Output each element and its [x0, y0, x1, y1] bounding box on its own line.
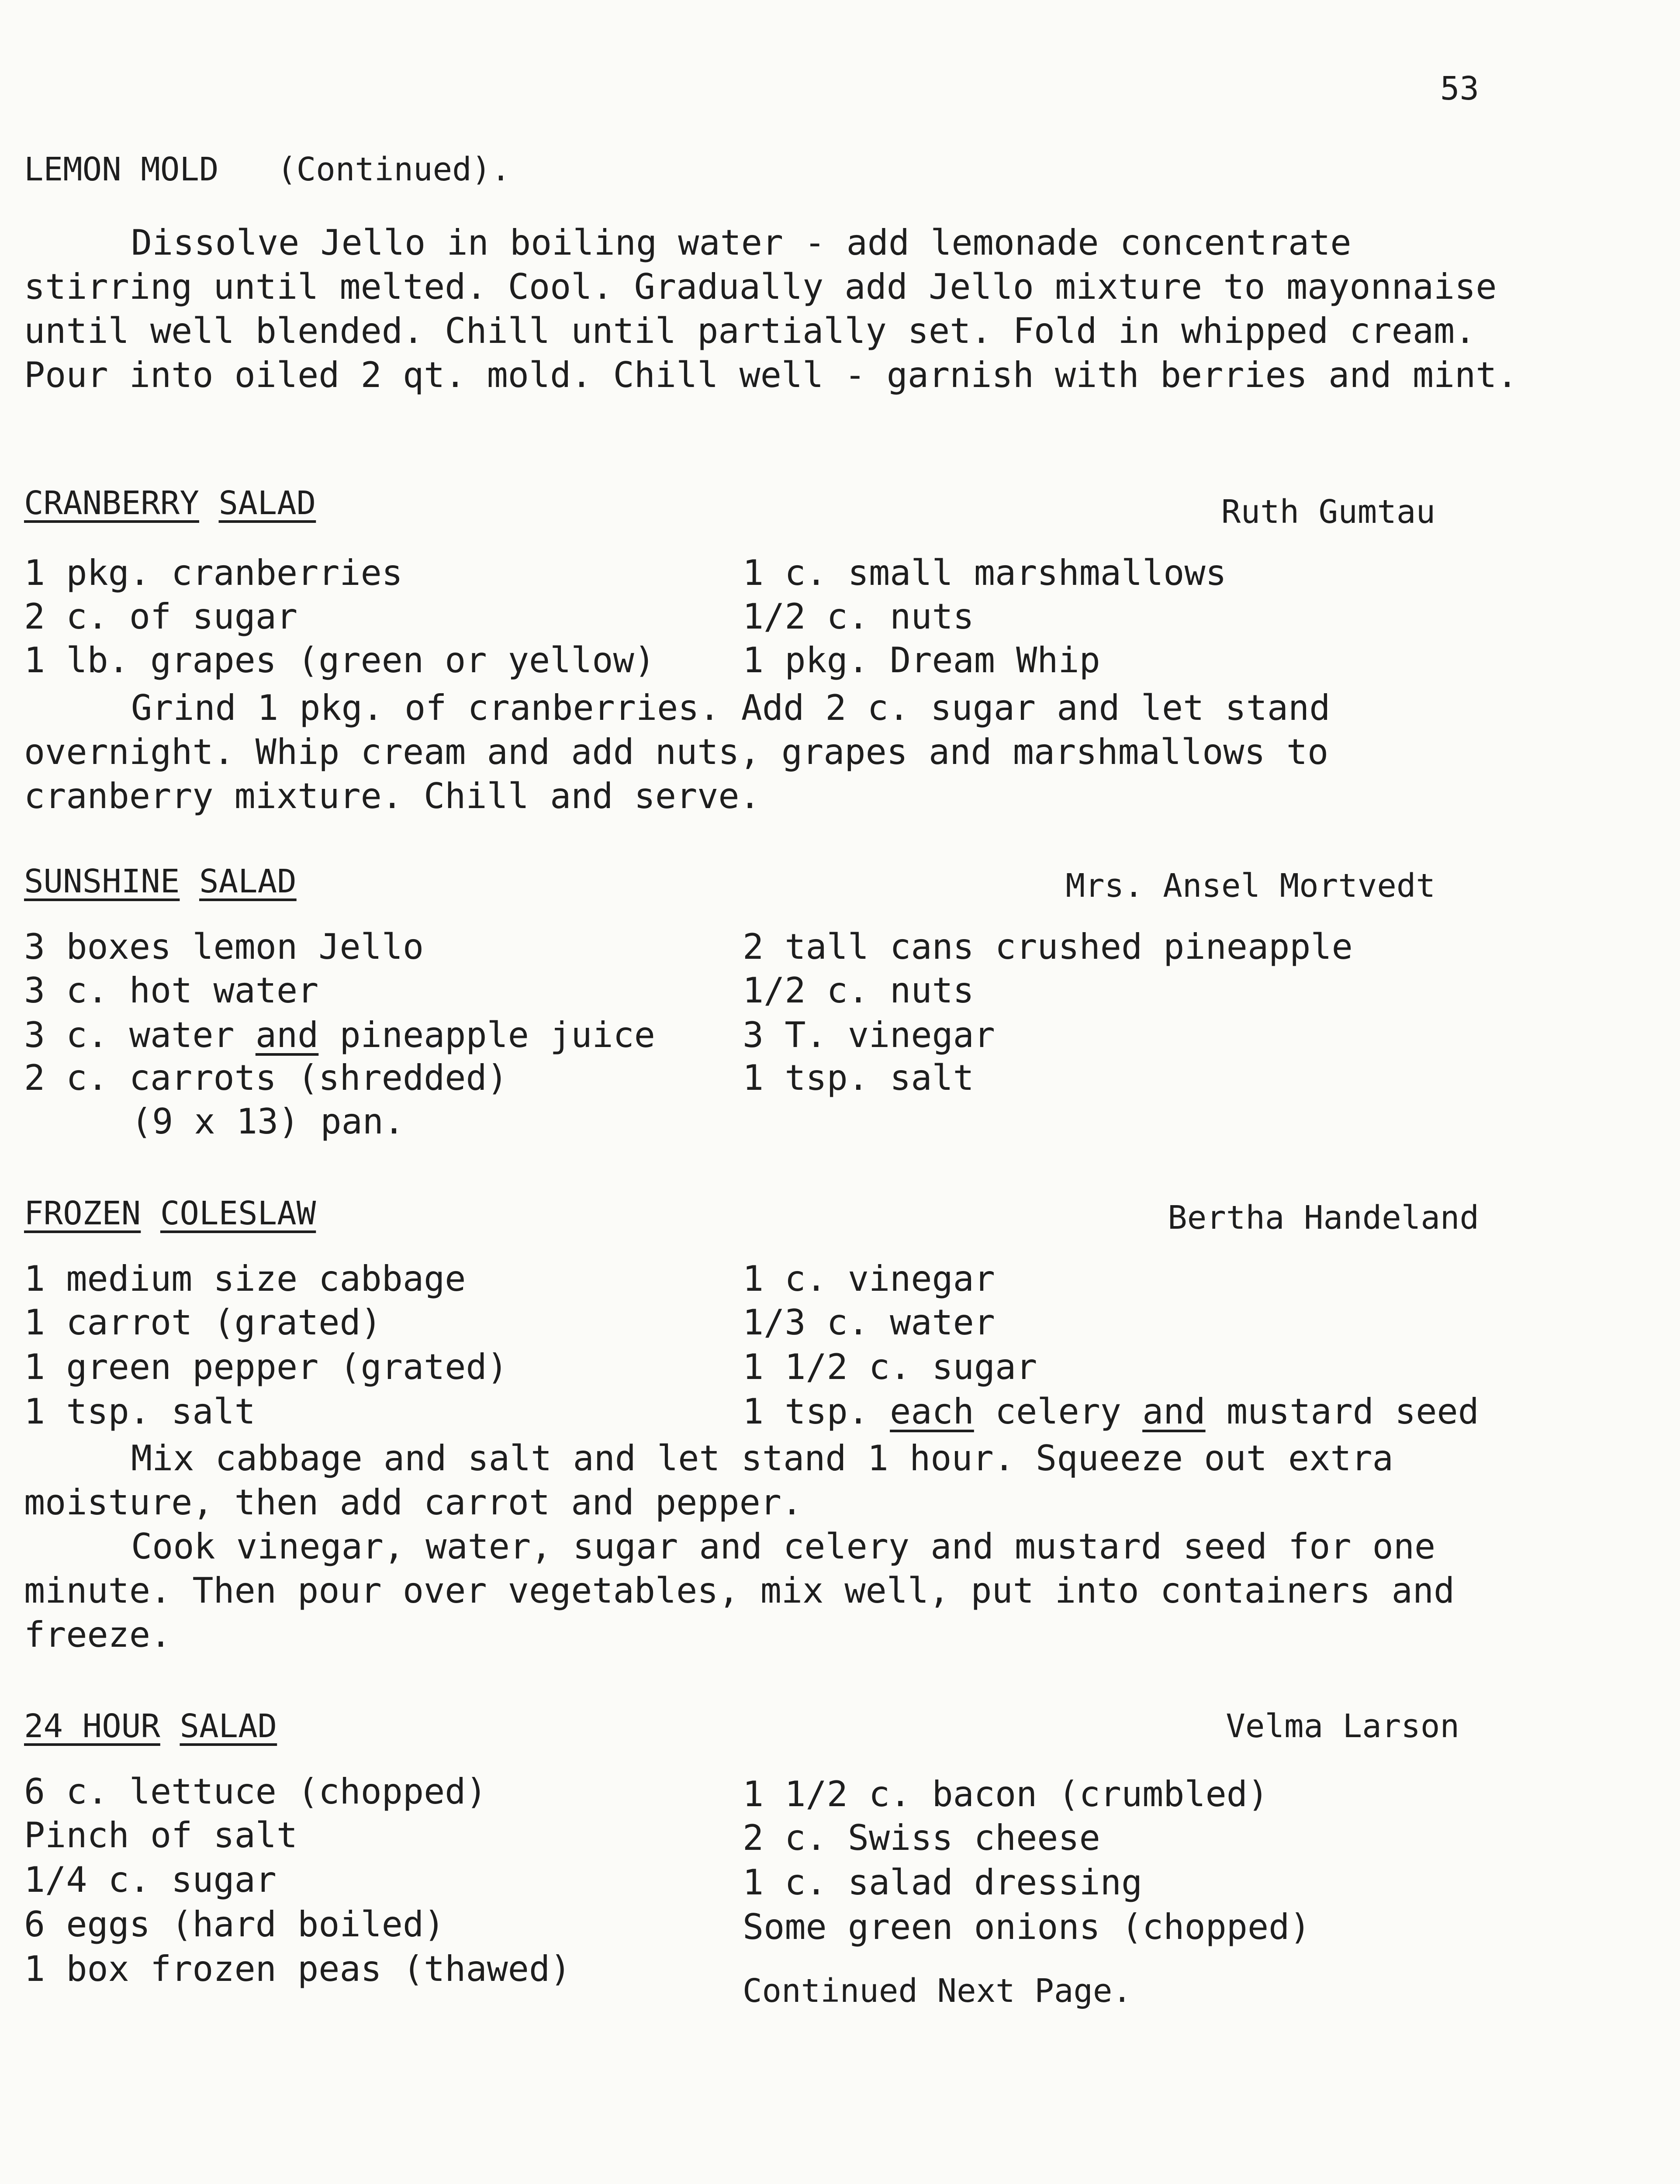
coleslaw-ingredient-right-line [743, 1390, 1479, 1434]
coleslaw-celery-text: celery [995, 1391, 1121, 1432]
hour24-title-word1: 24 HOUR [24, 1707, 160, 1745]
coleslaw-ingredient-right: 1 1/2 c. sugar [743, 1347, 1037, 1387]
coleslaw-ingredient-left: 1 medium size cabbage [24, 1258, 466, 1299]
coleslaw-ingredient-left: 1 tsp. salt [24, 1391, 256, 1432]
lemon-mold-continued: (Continued). [277, 151, 511, 188]
coleslaw-title-word1: FROZEN [24, 1195, 141, 1232]
hour24-ingredient-right: Some green onions (chopped) [743, 1907, 1311, 1947]
cranberry-ingredient-right: 1/2 c. nuts [743, 596, 974, 637]
cranberry-ingredient-right: 1 pkg. Dream Whip [743, 640, 1100, 681]
hour24-title-word2: SALAD [180, 1707, 277, 1745]
hour24-ingredient-left: 1 box frozen peas (thawed) [24, 1949, 571, 1989]
hour24-ingredient-left: 6 eggs (hard boiled) [24, 1904, 445, 1945]
sunshine-ingredient-right: 2 tall cans crushed pineapple [743, 926, 1353, 967]
sunshine-ingredient-left: 2 c. carrots (shredded) [24, 1057, 508, 1098]
coleslaw-directions-2: Cook vinegar, water, sugar and celery and mustard seed for one minute. Then pour over vegetables, mix well, put into containers and freeze. [24, 1526, 1455, 1655]
sunshine-title-word1: SUNSHINE [24, 863, 180, 900]
cranberry-directions-text: Grind 1 pkg. of cranberries. Add 2 c. sugar and let stand overnight. Whip cream and add nuts, grapes and marshmallows to cranberry mixture. Chill and serve. [24, 688, 1331, 816]
sunshine-ingredient-right: 3 T. vinegar [743, 1015, 995, 1055]
continued-next-page: Continued Next Page. [743, 1972, 1132, 2010]
cranberry-ingredient-left: 2 c. of sugar [24, 596, 298, 637]
hour24-ingredient-left: 6 c. lettuce (chopped) [24, 1771, 487, 1812]
coleslaw-ingredient-left: 1 green pepper (grated) [24, 1347, 508, 1387]
sunshine-and-underlined: and [255, 1015, 319, 1055]
cranberry-title-word2: SALAD [218, 484, 316, 522]
lemon-mold-title: LEMON MOLD [24, 151, 219, 188]
coleslaw-ingredient-right: 1 c. vinegar [743, 1258, 995, 1299]
hour24-ingredient-left: 1/4 c. sugar [24, 1859, 277, 1900]
sunshine-ingredient-right: 1/2 c. nuts [743, 970, 974, 1011]
sunshine-salad-title [24, 860, 297, 903]
hour24-salad-title [24, 1704, 277, 1748]
coleslaw-ingredient-right: 1/3 c. water [743, 1302, 995, 1343]
cranberry-ingredient-right: 1 c. small marshmallows [743, 553, 1227, 593]
lemon-mold-directions-text: Dissolve Jello in boiling water - add lemonade concentrate stirring until melted. Cool. Gradually add Jello mixture to mayonnaise until well blended. Chill until partially set. Fold in whipped cream. Pour into oiled 2 qt. mold. Chill well - garnish with berries and mint. [24, 222, 1518, 395]
page-number: 53 [1440, 70, 1479, 107]
coleslaw-ingredient-left: 1 carrot (grated) [24, 1302, 382, 1343]
cranberry-directions [24, 686, 1531, 818]
sunshine-ingredient-left: 3 c. hot water [24, 970, 319, 1011]
sunshine-title-word2: SALAD [199, 863, 297, 900]
cranberry-title-word1: CRANBERRY [24, 484, 199, 522]
lemon-mold-directions [24, 221, 1531, 397]
sunshine-water-text: 3 c. water [24, 1015, 235, 1055]
lemon-mold-title-line [24, 148, 511, 191]
cranberry-ingredient-left: 1 lb. grapes (green or yellow) [24, 640, 655, 681]
coleslaw-title-word2: COLESLAW [160, 1195, 316, 1232]
coleslaw-directions-1: Mix cabbage and salt and let stand 1 hour. Squeeze out extra moisture, then add carrot and pepper. [24, 1438, 1393, 1523]
sunshine-ingredient-right: 1 tsp. salt [743, 1057, 974, 1098]
sunshine-ingredient-left-line [24, 1013, 655, 1057]
coleslaw-and-underlined: and [1142, 1391, 1206, 1432]
sunshine-ingredient-left: 3 boxes lemon Jello [24, 926, 424, 967]
hour24-ingredient-left: Pinch of salt [24, 1815, 298, 1856]
sunshine-pan-size: (9 x 13) pan. [131, 1101, 405, 1142]
sunshine-pineapple-juice-text: pineapple juice [339, 1015, 655, 1055]
frozen-coleslaw-title [24, 1192, 316, 1235]
hour24-ingredient-right: 2 c. Swiss cheese [743, 1818, 1100, 1858]
cranberry-author: Ruth Gumtau [1221, 493, 1435, 531]
sunshine-author: Mrs. Ansel Mortvedt [1065, 867, 1435, 905]
hour24-ingredient-right: 1 1/2 c. bacon (crumbled) [743, 1774, 1269, 1814]
hour24-author: Velma Larson [1226, 1707, 1459, 1745]
coleslaw-tsp-text: 1 tsp. [743, 1391, 869, 1432]
hour24-ingredient-right: 1 c. salad dressing [743, 1862, 1143, 1903]
coleslaw-each-underlined: each [890, 1391, 974, 1432]
cranberry-ingredient-left: 1 pkg. cranberries [24, 553, 403, 593]
coleslaw-author: Bertha Handeland [1168, 1199, 1479, 1237]
coleslaw-directions [24, 1436, 1531, 1657]
coleslaw-mustard-seed-text: mustard seed [1226, 1391, 1479, 1432]
cranberry-salad-title [24, 481, 316, 525]
